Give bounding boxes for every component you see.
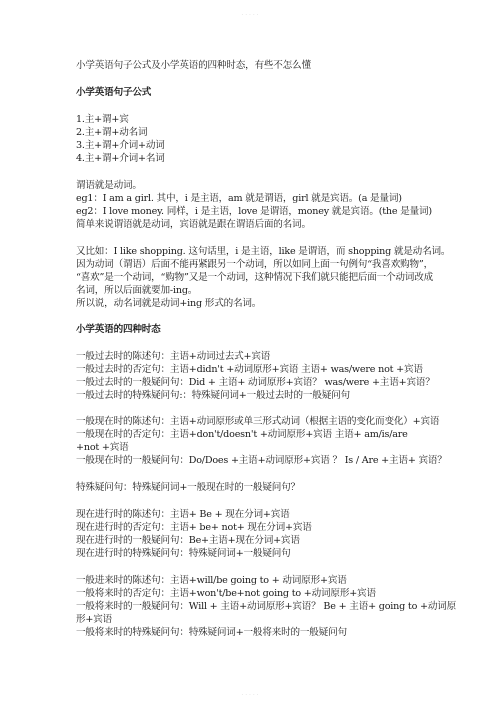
tense-line: 一般现在时的陈述句：主语+动词原形或单三形式动词（根据主语的变化而变化）+宾语 [76,416,440,427]
paragraph-line: eg1：I am a girl. 其中，i 是主语，am 就是谓语，girl 就是宾语。(a 是量词) [76,193,402,204]
section-heading-four-tenses: 小学英语的四种时态 [76,324,161,335]
tense-line: 一般将来时的特殊疑问句：特殊疑问词+一般将来时的一般疑问句 [76,627,347,638]
tense-line: 形+宾语 [76,614,113,625]
paragraph-line: 所以说，动名词就是动词+ing 形式的名词。 [76,298,262,309]
footer-mark: · · · · · [241,692,259,699]
tense-line: 一般进来时的陈述句：主语+will/be going to + 动词原形+宾语 [76,575,347,586]
tense-line: 一般将来时的否定句：主语+won't/be+not going to +动词原形+宾语 [76,588,376,599]
tense-line: 现在进行时的陈述句：主语+ Be + 现在分词+宾语 [76,509,290,520]
tense-line: 一般现在时的否定句：主语+don't/doesn't +动词原形+宾语 主语+ am/is/are [76,429,408,440]
formula-line: 1.主+谓+宾 [76,114,129,125]
formula-line: 2.主+谓+动名词 [76,127,148,138]
paragraph-line: eg2：I love money. 同样，i 是主语，love 是谓语，money 就是宾语。(the 是量词) [76,206,432,217]
paragraph-line: 因为动词（谓语）后面不能再紧跟另一个动词，所以如同上面一句例句“我喜欢购物”， [76,259,433,270]
tense-line: 一般过去时的特殊疑问句:：特殊疑问词+一般过去时的一般疑问句 [76,390,350,401]
tense-line: 一般将来时的一般疑问句：Will + 主语+动词原形+宾语？ Be + 主语+ going to +动词原 [76,601,457,612]
tense-line: 现在进行时的特殊疑问句：特殊疑问词+一般疑问句 [76,548,291,559]
tense-line: +not +宾语 [76,442,129,453]
header-mark: · · · · · [241,12,259,19]
tense-line: 一般过去时的一般疑问句：Did + 主语+ 动词原形+宾语？ was/were +主语+宾语？ [76,377,435,388]
formula-line: 4.主+谓+介词+名词 [76,153,165,164]
paragraph-line: “喜欢”是一个动词，“购物”又是一个动词，这种情况下我们就只能把后面一个动词改成 [76,272,433,283]
document-title: 小学英语句子公式及小学英语的四种时态，有些不怎么懂 [76,60,311,71]
paragraph-line: 又比如：I like shopping. 这句话里，i 是主语，like 是谓语，而 shopping 就是动名词。 [76,246,451,257]
tense-line: 一般过去时的陈述句：主语+动词过去式+宾语 [76,351,271,362]
tense-line: 一般过去时的否定句：主语+didn't +动词原形+宾语 主语+ was/were not +宾语 [76,364,423,375]
tense-line: 特殊疑问句：特殊疑问词+一般现在时的一般疑问句？ [76,482,300,493]
paragraph-line: 谓语就是动词。 [76,180,142,191]
formula-line: 3.主+谓+介词+动词 [76,140,165,151]
section-heading-sentence-formulas: 小学英语句子公式 [76,87,152,98]
tense-line: 现在进行时的一般疑问句：Be+主语+现在分词+宾语 [76,535,300,546]
paragraph-line: 简单来说谓语就是动词，宾语就是跟在谓语后面的名词。 [76,219,311,230]
tense-line: 现在进行时的否定句：主语+ be+ not+ 现在分词+宾语 [76,522,312,533]
tense-line: 一般现在时的一般疑问句：Do/Does +主语+动词原形+宾语 ？ Is / Are +主语+ 宾语？ [76,455,447,466]
paragraph-line: 名词，所以后面就要加-ing。 [76,285,198,296]
